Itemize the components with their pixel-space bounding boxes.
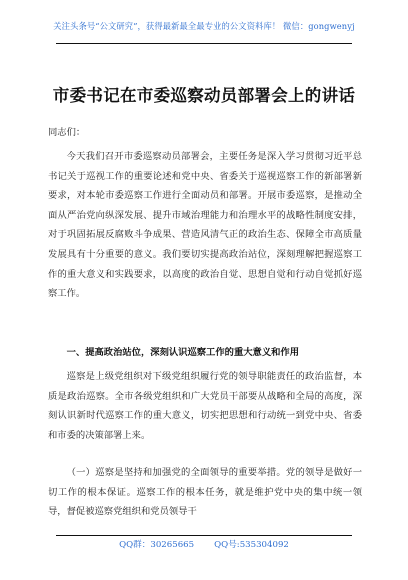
document-title: 市委书记在市委巡察动员部署会上的讲话 — [52, 86, 356, 105]
paragraph-1: 今天我们召开市委巡察动员部署会，主要任务是深入学习贯彻习近平总书记关于巡视工作的重要论述和党中央、省委关于巡视巡察工作的新部署新要求，对本轮市委巡察工作进行全面动员和部署。开展市委巡察，是推动全面从严治党向纵深发展、提升市域治理能力和治理水平的战略性制度安排，对于巩固拓展反腐败斗争成果、营造风清气正的政治生态、保障全市高质量发展具有十分重要的意义。我们要切实提高政治站位，深刻理解把握巡察工作的重大意义和实践要求，以高度的政治自觉、思想自觉和行动自觉抓好巡察工作。 — [48, 151, 362, 300]
section-heading-1: 一、提高政治站位，深刻认识巡察工作的重大意义和作用 — [66, 347, 300, 358]
footer — [0, 538, 408, 550]
header-divider — [56, 43, 352, 44]
salutation: 同志们： — [48, 127, 86, 138]
footer-qq-group: QQ群：30265665 — [119, 540, 195, 550]
paragraph-3: （一）巡察是坚持和加强党的全面领导的重要举措。党的领导是做好一切工作的根本保证。巡察工作的根本任务，就是维护党中央的集中统一领导，督促被巡察党组织和党员领导干 — [48, 467, 362, 518]
header-banner: 关注头条号“公文研究”，获得最新最全最专业的公文资料库！ 微信：gongwenyj — [53, 21, 355, 31]
paragraph-2: 巡察是上级党组织对下级党组织履行党的领导职能责任的政治监督，本质是政治巡察。全市各级党组织和广大党员干部要从战略和全局的高度，深刻认识新时代巡察工作的重大意义，切实把思想和行动统一到党中央、省委和市委的决策部署上来。 — [48, 371, 362, 441]
footer-qq-number: QQ号:535304092 — [214, 540, 289, 550]
footer-divider — [56, 535, 352, 536]
